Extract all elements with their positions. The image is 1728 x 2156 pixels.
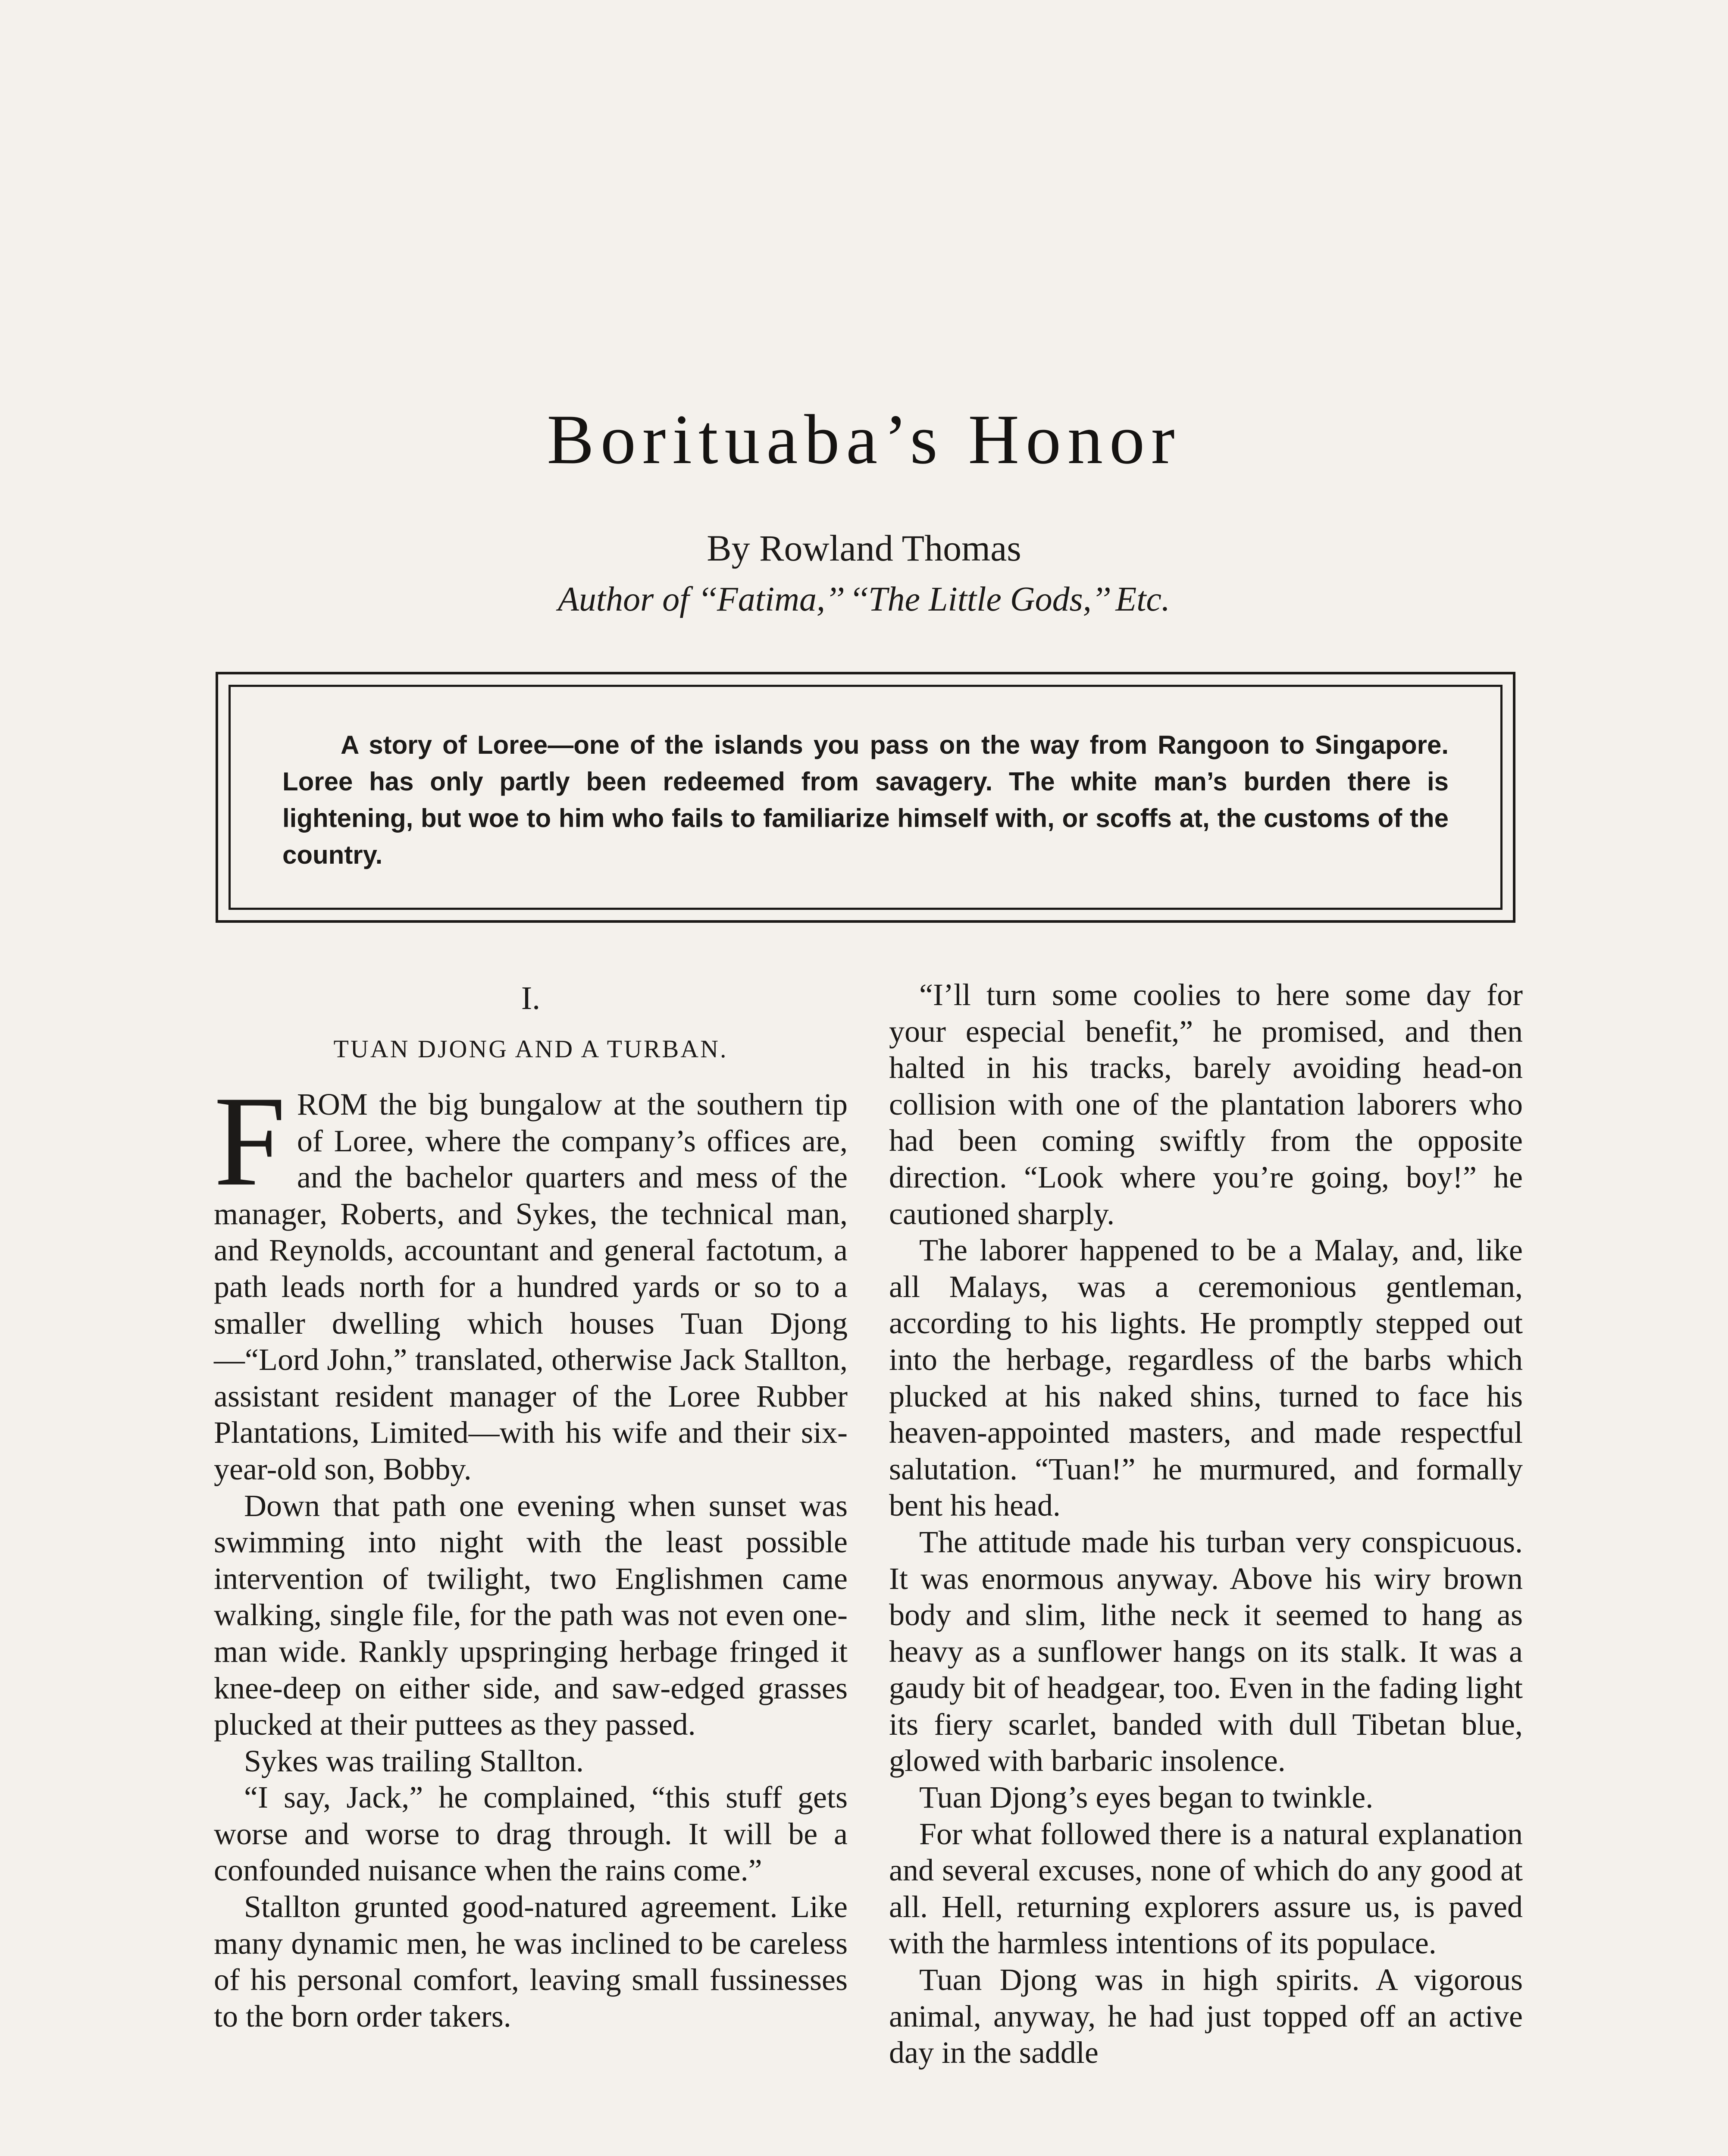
paragraph: “I say, Jack,” he complained, “this stuff gets worse and worse to drag through. It will be a confounded nuisance when the rains come.” xyxy=(214,1780,848,1888)
paragraph xyxy=(214,1069,848,1488)
intro-box xyxy=(229,685,1503,910)
paragraph: Sykes was trailing Stallton. xyxy=(244,1743,584,1778)
article-byline: By Rowland Thomas xyxy=(707,527,1021,569)
paragraph: Down that path one evening when sunset was swimming into night with the least possible intervention of twilight, two Englishmen came walking, single file, for the path was not even one-man wide. Rankly upspringing herbage fringed it knee-deep on either side, and saw-edged grasses plucked at their puttees as they passed. xyxy=(214,1488,848,1742)
article-title: Borituaba’s Honor xyxy=(547,401,1181,479)
paragraph: For what followed there is a natural explanation and several excuses, none of which do any good at all. Hell, returning explorers assure us, is paved with the harmless intentions of its populace. xyxy=(889,1816,1523,1961)
paragraph: Stallton grunted good-natured agreement. Like many dynamic men, he was inclined to be careless of his personal comfort, leaving small fussinesses to the born order takers. xyxy=(214,1890,848,2034)
author-credit: Author of ‘‘Fatima,’’ ‘‘The Little Gods,’’ Etc. xyxy=(558,580,1170,618)
paragraph-text: ROM the big bungalow at the southern tip of Loree, where the company’s offices are, and the bachelor quarters and mess of the manager, Roberts, and Sykes, the technical man, and Reynolds, accountant and general factotum, a path leads north for a hundred yards or so to a smaller dwelling which houses Tuan Djong—“Lord John,” translated, otherwise Jack Stallton, assistant resident manager of the Loree Rubber Plantations, Limited—with his wife and their six-year-old son, Bobby. xyxy=(214,1087,848,1486)
paragraph: “I’ll turn some coolies to here some day for your especial benefit,” he promised, and then halted in his tracks, barely avoiding head-on collision with one of the plantation laborers who had been coming swiftly from the opposite direction. “Look where you’re going, boy!” he cautioned sharply. xyxy=(889,978,1523,1231)
paragraph: Tuan Djong’s eyes began to twinkle. xyxy=(919,1780,1374,1815)
intro-box-text: A story of Loree—one of the islands you pass on the way from Rangoon to Singapore. Loree has only partly been redeemed from savagery. The white man’s burden there is lightening, but woe to him who fails to familiarize himself with, or scoffs at, the customs of the country. xyxy=(282,730,1449,869)
chapter-number: I. xyxy=(521,980,541,1016)
paragraph: The laborer happened to be a Malay, and, like all Malays, was a ceremonious gentleman, according to his lights. He promptly stepped out into the herbage, regardless of the barbs which plucked at his naked shins, turned to face his heaven-appointed masters, and made respectful salutation. “Tuan!” he murmured, and formally bent his head. xyxy=(889,1233,1523,1523)
right-column xyxy=(889,977,1523,2071)
chapter-title: TUAN DJONG AND A TURBAN. xyxy=(333,1035,728,1063)
left-column xyxy=(214,977,848,2034)
paragraph: The attitude made his turban very conspicuous. It was enormous anyway. Above his wiry brown body and slim, lithe neck it seemed to hang as heavy as a sunflower hangs on its stalk. It was a gaudy bit of headgear, too. Even in the fading light its fiery scarlet, banded with dull Tibetan blue, glowed with barbaric insolence. xyxy=(889,1524,1523,1778)
paragraph: Tuan Djong was in high spirits. A vigorous animal, anyway, he had just topped off an active day in the saddle xyxy=(889,1962,1523,2070)
drop-cap: F xyxy=(214,1069,286,1213)
